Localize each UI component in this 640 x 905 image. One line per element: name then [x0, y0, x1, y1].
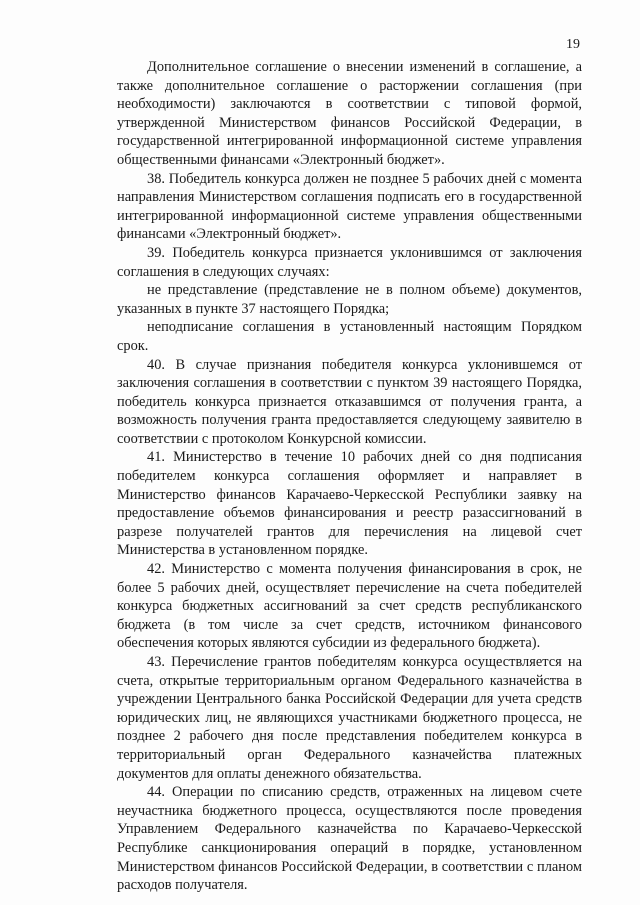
paragraph-supplementary-agreement: Дополнительное соглашение о внесении изменений в соглашение, а также дополнительное соглашение о расторжении соглашения (при необходимости) заключаются в соответствии с типовой формой, утвержденной Министерством финансов Российской Федерации, в государственной интегрированной информационной системе управления общественными финансами «Электронный бюджет». — [117, 59, 582, 168]
paragraph-43: 43. Перечисление грантов победителям конкурса осуществляется на счета, открытые территориальным органом Федерального казначейства в учреждении Центрального банка Российской Федерации для учета средств юридических лиц, не являющихся участниками бюджетного процесса, не позднее 2 рабочего дня после представления победителем конкурса в территориальный орган Федерального казначейства платежных документов для оплаты денежного обязательства. — [117, 654, 582, 782]
paragraph-39-case-2: неподписание соглашения в установленный настоящим Порядком срок. — [117, 319, 582, 354]
document-body — [117, 58, 582, 895]
paragraph-39-case-1: не представление (представление не в полном объеме) документов, указанных в пункте 37 настоящего Порядка; — [117, 282, 582, 317]
paragraph-40: 40. В случае признания победителя конкурса уклонившемся от заключения соглашения в соответствии с пунктом 39 настоящего Порядка, победитель конкурса признается отказавшимся от получения гранта, а возможность получения гранта предоставляется следующему заявителю в соответствии с протоколом Конкурсной комиссии. — [117, 356, 582, 447]
paragraph-42: 42. Министерство с момента получения финансирования в срок, не более 5 рабочих дней, осуществляет перечисление на счета победителей конкурса бюджетных ассигнований за счет средств республиканского бюджета (в том числе за счет средств, источником финансового обеспечения которых являются субсидии из федерального бюджета). — [117, 561, 582, 652]
paragraph-39: 39. Победитель конкурса признается уклонившимся от заключения соглашения в следующих случаях: — [117, 244, 582, 280]
paragraph-38: 38. Победитель конкурса должен не позднее 5 рабочих дней с момента направления Министерством соглашения подписать его в государственной интегрированной информационной системе управления общественными финансами «Электронный бюджет». — [117, 170, 582, 243]
paragraph-41: 41. Министерство в течение 10 рабочих дней со дня подписания победителем конкурса соглашения оформляет и направляет в Министерство финансов Карачаево-Черкесской Республики заявку на предоставление объемов финансирования и реестр разассигнований в разрезе получателей грантов для перечисления на лицевой счет Министерства в установленном порядке. — [117, 449, 582, 559]
page-number: 19 — [566, 37, 580, 52]
paragraph-44: 44. Операции по списанию средств, отраженных на лицевом счете неучастника бюджетного процесса, осуществляются после проведения Управлением Федерального казначейства по Карачаево-Черкесской Республике санкционирования операций в порядке, установленном Министерством финансов Российской Федерации, в соответствии с планом расходов получателя. — [117, 784, 582, 894]
